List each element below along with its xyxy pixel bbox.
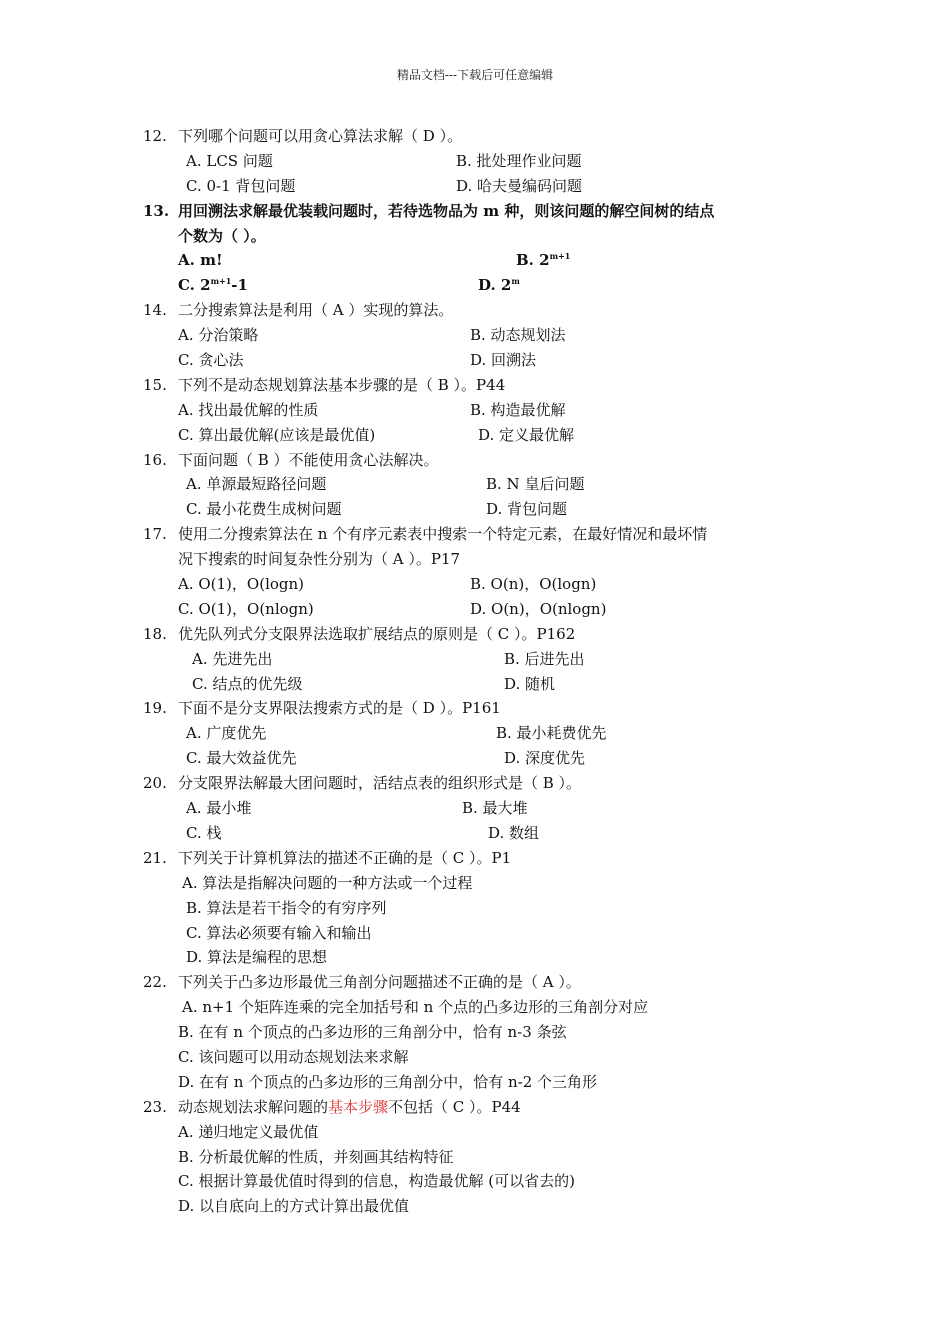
question-number: 21. [143,848,167,867]
question-20 [0,771,950,796]
question-number: 16. [143,450,167,469]
option-row [0,472,950,497]
option-d: D. 算法是编程的思想 [186,948,328,967]
option-b: B. 动态规划法 [470,326,566,345]
question-number: 20. [143,774,167,793]
option-b: B. 构造最优解 [470,400,566,419]
option-row [0,1194,950,1219]
option-row [0,273,950,298]
option-b: B. N 皇后问题 [486,475,585,494]
question-number: 13. [143,201,170,220]
option-a: A. 算法是指解决问题的一种方法或一个过程 [182,873,473,892]
question-number: 14. [143,301,167,320]
option-row [0,896,950,921]
option-a: A. 最小堆 [186,799,252,818]
option-row [0,1020,950,1045]
question-stem-continued [0,547,950,572]
option-row [0,1169,950,1194]
option-c: C. 该问题可以用动态规划法来求解 [178,1047,409,1066]
question-15 [0,373,950,398]
question-14 [0,298,950,323]
question-13 [0,199,950,224]
option-a: A. 先进先出 [192,649,273,668]
question-stem: 下面不是分支界限法搜索方式的是（ D ）。P161 [178,699,501,718]
option-a: A. 找出最优解的性质 [178,400,319,419]
question-17 [0,522,950,547]
option-b: B. 在有 n 个顶点的凸多边形的三角剖分中，恰有 n-3 条弦 [178,1023,567,1042]
question-stem: 下列关于凸多边形最优三角剖分问题描述不正确的是（ A ）。 [178,973,581,992]
option-a: A. 递归地定义最优值 [178,1122,319,1141]
option-row [0,323,950,348]
option-row [0,597,950,622]
option-row [0,1045,950,1070]
option-row [0,746,950,771]
question-stem: 动态规划法求解问题的基本步骤不包括（ C ）。P44 [178,1097,521,1116]
question-16 [0,448,950,473]
question-22 [0,970,950,995]
option-row [0,647,950,672]
option-d: D. 深度优先 [504,749,586,768]
option-b: B. 最大堆 [462,799,528,818]
option-b: B. 批处理作业问题 [456,151,582,170]
option-d: D. 哈夫曼编码问题 [456,176,583,195]
option-row [0,398,950,423]
question-21 [0,846,950,871]
question-number: 15. [143,375,167,394]
question-23 [0,1095,950,1120]
option-c: C. 根据计算最优值时得到的信息，构造最优解 (可以省去的) [178,1172,575,1191]
option-row [0,821,950,846]
option-row [0,945,950,970]
question-number: 18. [143,624,167,643]
question-number: 17. [143,525,167,544]
option-d: D. 在有 n 个顶点的凸多边形的三角剖分中，恰有 n-2 个三角形 [178,1072,598,1091]
option-b: B. $2^{m+1}$ [516,251,571,270]
option-c: C. O(1)，O(nlogn) [178,599,314,618]
option-c: C. 结点的优先级 [192,674,303,693]
option-a: A. LCS 问题 [186,151,273,170]
question-list [0,124,950,1219]
option-row [0,1145,950,1170]
question-18 [0,622,950,647]
option-row [0,248,950,273]
option-d: D. 2$^m$ [478,276,520,295]
option-c: C. 算出最优解(应该是最优值) [178,425,376,444]
option-c: C. 栈 [186,823,222,842]
question-number: 19. [143,699,167,718]
question-number: 12. [143,127,167,145]
option-row [0,1070,950,1095]
question-stem-continued [0,224,950,249]
option-d: D. 定义最优解 [478,425,575,444]
option-row [0,871,950,896]
option-b: B. 分析最优解的性质，并刻画其结构特征 [178,1147,454,1166]
question-stem: 优先队列式分支限界法选取扩展结点的原则是（ C ）。P162 [178,624,576,643]
option-a: A. n+1 个矩阵连乘的完全加括号和 n 个点的凸多边形的三角剖分对应 [182,998,649,1017]
option-c: C. 贪心法 [178,351,244,370]
option-a: A. 分治策略 [178,326,259,345]
option-d: D. 背包问题 [486,500,568,519]
option-row [0,423,950,448]
question-19 [0,696,950,721]
question-stem: 用回溯法求解最优装载问题时，若待选物品为 m 种，则该问题的解空间树的结点 [178,201,715,220]
question-stem: 下列不是动态规划算法基本步骤的是（ B ）。P44 [178,375,506,394]
highlighted-text: 基本步骤 [328,1097,389,1116]
option-c: C. 算法必须要有输入和输出 [186,923,372,942]
question-stem: 个数为（ ）。 [178,226,266,245]
option-c: C. $2^{m+1}-1$ [178,276,248,295]
question-stem: 下面问题（ B ）不能使用贪心法解决。 [178,450,439,469]
option-a: A. 广度优先 [186,724,267,743]
option-b: B. O(n)，O(logn) [470,575,597,594]
option-b: B. 算法是若干指令的有穷序列 [186,898,387,917]
option-d: D. 数组 [488,823,540,842]
option-row [0,174,950,199]
option-d: D. 回溯法 [470,351,537,370]
option-row [0,721,950,746]
option-b: B. 后进先出 [504,649,585,668]
question-stem: 下列哪个问题可以用贪心算法求解（ D ）。 [178,127,463,145]
option-row [0,672,950,697]
question-number: 23. [143,1097,167,1116]
option-d: D. 随机 [504,674,556,693]
page-header: 精品文档---下载后可任意编辑 [396,68,554,82]
option-c: C. 0-1 背包问题 [186,176,296,195]
question-stem: 二分搜索算法是利用（ A ）实现的算法。 [178,301,454,320]
question-number: 22. [143,973,167,992]
question-stem: 分支限界法解最大团问题时，活结点表的组织形式是（ B ）。 [178,774,582,793]
option-c: C. 最小花费生成树问题 [186,500,342,519]
option-row [0,796,950,821]
question-12 [0,124,950,149]
option-row [0,995,950,1020]
question-stem: 下列关于计算机算法的描述不正确的是（ C ）。P1 [178,848,512,867]
option-a: A. m! [178,251,223,270]
option-a: A. 单源最短路径问题 [186,475,327,494]
option-row [0,497,950,522]
option-b: B. 最小耗费优先 [496,724,607,743]
option-row [0,572,950,597]
option-row [0,1120,950,1145]
option-c: C. 最大效益优先 [186,749,297,768]
option-row [0,149,950,174]
option-a: A. O(1)，O(logn) [178,575,305,594]
option-row [0,348,950,373]
question-stem: 使用二分搜索算法在 n 个有序元素表中搜索一个特定元素，在最好情况和最坏情 [178,525,708,544]
option-d: D. 以自底向上的方式计算出最优值 [178,1197,410,1216]
option-d: D. O(n)，O(nlogn) [470,599,607,618]
option-row [0,921,950,946]
question-stem: 况下搜索的时间复杂性分别为（ A ）。P17 [178,550,461,569]
